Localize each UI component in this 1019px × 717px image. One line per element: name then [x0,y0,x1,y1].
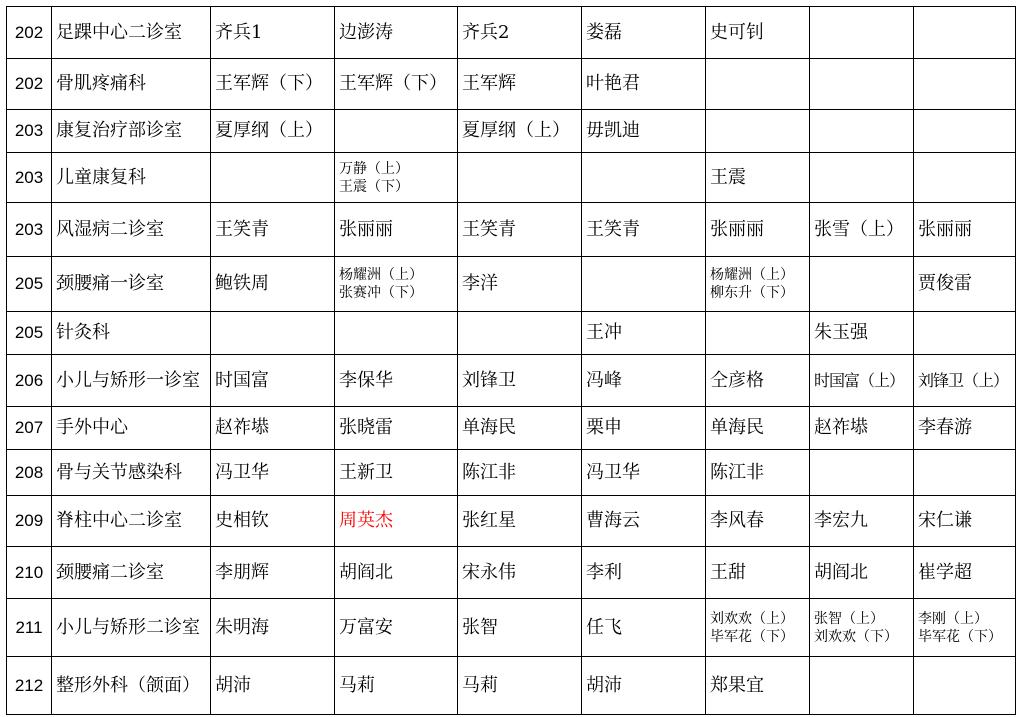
doctor-cell: 赵祚塨 [211,407,335,450]
doctor-cell: 王冲 [582,312,706,355]
room-number-cell: 211 [7,599,52,657]
doctor-cell: 宋永伟 [458,547,582,599]
doctor-cell [914,110,1016,153]
doctor-cell [810,257,914,312]
doctor-cell: 张雪（上） [810,203,914,257]
doctor-cell: 李保华 [335,355,458,407]
doctor-cell [914,312,1016,355]
doctor-cell: 史可钊 [706,7,810,59]
doctor-cell: 边澎涛 [335,7,458,59]
doctor-cell: 栗申 [582,407,706,450]
doctor-cell: 贾俊雷 [914,257,1016,312]
doctor-cell [914,657,1016,715]
doctor-cell: 时国富（上） [810,355,914,407]
doctor-cell: 娄磊 [582,7,706,59]
doctor-cell: 张丽丽 [335,203,458,257]
doctor-cell [810,599,914,657]
department-cell: 骨与关节感染科 [52,450,211,496]
doctor-cell: 冯卫华 [211,450,335,496]
doctor-cell [914,599,1016,657]
doctor-cell: 王笑青 [211,203,335,257]
doctor-cell: 胡阎北 [335,547,458,599]
doctor-shift-line: 刘欢欢（下） [814,628,898,645]
doctor-cell: 仝彦格 [706,355,810,407]
doctor-shift-line: 杨耀洲（上） [710,267,794,283]
doctor-cell: 毋凯迪 [582,110,706,153]
doctor-cell: 李利 [582,547,706,599]
doctor-shift-line: 李刚（上） [918,610,988,627]
doctor-cell: 张智 [458,599,582,657]
room-number-cell: 203 [7,203,52,257]
table-row [7,59,1016,110]
doctor-cell [706,110,810,153]
doctor-cell [914,59,1016,110]
doctor-cell: 冯峰 [582,355,706,407]
doctor-cell: 马莉 [335,657,458,715]
doctor-cell [706,599,810,657]
doctor-cell: 叶艳君 [582,59,706,110]
doctor-cell [706,59,810,110]
doctor-cell [706,312,810,355]
department-cell: 足踝中心二诊室 [52,7,211,59]
doctor-cell: 王军辉（下） [211,59,335,110]
doctor-cell: 胡阎北 [810,547,914,599]
room-number-cell: 207 [7,407,52,450]
room-number-cell: 210 [7,547,52,599]
department-cell: 颈腰痛二诊室 [52,547,211,599]
schedule-body [7,7,1016,715]
department-cell: 儿童康复科 [52,153,211,203]
doctor-cell: 万富安 [335,599,458,657]
doctor-cell: 郑果宜 [706,657,810,715]
doctor-cell [582,153,706,203]
doctor-cell [458,312,582,355]
doctor-cell: 朱玉强 [810,312,914,355]
room-number-cell: 203 [7,110,52,153]
doctor-cell [335,110,458,153]
doctor-cell: 张丽丽 [914,203,1016,257]
doctor-cell: 陈江非 [458,450,582,496]
department-cell: 小儿与矫形一诊室 [52,355,211,407]
doctor-shift-line: 张赛冲（下） [339,285,423,301]
doctor-cell: 王震 [706,153,810,203]
doctor-cell: 马莉 [458,657,582,715]
department-cell: 脊柱中心二诊室 [52,496,211,547]
doctor-cell [335,257,458,312]
table-row [7,496,1016,547]
department-cell: 针灸科 [52,312,211,355]
doctor-cell [810,59,914,110]
table-row [7,110,1016,153]
table-row [7,7,1016,59]
doctor-cell: 周英杰 [335,496,458,547]
doctor-cell: 齐兵1 [211,7,335,59]
doctor-cell: 曹海云 [582,496,706,547]
doctor-shift-line: 王震（下） [339,178,409,195]
doctor-shift-line: 刘欢欢（上） [710,610,794,627]
doctor-cell: 赵祚塨 [810,407,914,450]
doctor-cell: 任飞 [582,599,706,657]
doctor-shift-line: 柳东升（下） [710,285,794,301]
doctor-cell [335,312,458,355]
doctor-cell: 李风春 [706,496,810,547]
room-number-cell: 212 [7,657,52,715]
room-number-cell: 205 [7,257,52,312]
room-number-cell: 203 [7,153,52,203]
schedule-table [6,6,1016,715]
doctor-cell: 王甜 [706,547,810,599]
room-number-cell: 209 [7,496,52,547]
table-row [7,203,1016,257]
doctor-cell: 王军辉 [458,59,582,110]
doctor-cell: 李宏九 [810,496,914,547]
doctor-cell: 张晓雷 [335,407,458,450]
table-row [7,657,1016,715]
doctor-shift-line: 万静（上） [339,160,409,177]
doctor-cell [810,153,914,203]
room-number-cell: 208 [7,450,52,496]
department-cell: 整形外科（颌面） [52,657,211,715]
table-row [7,312,1016,355]
doctor-cell [914,450,1016,496]
room-number-cell: 202 [7,59,52,110]
doctor-cell: 王新卫 [335,450,458,496]
doctor-cell [335,153,458,203]
doctor-cell: 胡沛 [211,657,335,715]
doctor-cell [914,153,1016,203]
doctor-cell: 齐兵2 [458,7,582,59]
doctor-cell: 鲍铁周 [211,257,335,312]
doctor-cell [914,7,1016,59]
doctor-cell [706,257,810,312]
doctor-cell: 王笑青 [458,203,582,257]
doctor-shift-line: 毕军花（下） [918,628,1002,645]
doctor-cell: 王军辉（下） [335,59,458,110]
doctor-cell: 夏厚纲（上） [211,110,335,153]
doctor-cell: 朱明海 [211,599,335,657]
doctor-cell [810,110,914,153]
doctor-cell: 张红星 [458,496,582,547]
table-row [7,547,1016,599]
doctor-cell: 冯卫华 [582,450,706,496]
table-row [7,257,1016,312]
department-cell: 小儿与矫形二诊室 [52,599,211,657]
table-row [7,450,1016,496]
doctor-cell: 胡沛 [582,657,706,715]
doctor-cell: 夏厚纲（上） [458,110,582,153]
doctor-cell: 李洋 [458,257,582,312]
department-cell: 康复治疗部诊室 [52,110,211,153]
doctor-cell: 刘锋卫（上） [914,355,1016,407]
doctor-cell [211,312,335,355]
doctor-cell: 陈江非 [706,450,810,496]
doctor-shift-line: 张智（上） [814,610,884,627]
doctor-cell: 刘锋卫 [458,355,582,407]
doctor-cell: 崔学超 [914,547,1016,599]
table-row [7,153,1016,203]
doctor-cell [810,7,914,59]
department-cell: 手外中心 [52,407,211,450]
doctor-cell: 宋仁谦 [914,496,1016,547]
doctor-cell: 张丽丽 [706,203,810,257]
doctor-cell: 时国富 [211,355,335,407]
table-row [7,407,1016,450]
doctor-cell: 单海民 [706,407,810,450]
department-cell: 颈腰痛一诊室 [52,257,211,312]
doctor-cell: 李春游 [914,407,1016,450]
table-row [7,599,1016,657]
doctor-cell [582,257,706,312]
doctor-cell [458,153,582,203]
room-number-cell: 205 [7,312,52,355]
doctor-cell: 王笑青 [582,203,706,257]
room-number-cell: 202 [7,7,52,59]
doctor-cell [810,450,914,496]
table-row [7,355,1016,407]
room-number-cell: 206 [7,355,52,407]
doctor-shift-line: 毕军花（下） [710,628,794,645]
doctor-cell [810,657,914,715]
doctor-cell: 李朋辉 [211,547,335,599]
department-cell: 风湿病二诊室 [52,203,211,257]
department-cell: 骨肌疼痛科 [52,59,211,110]
doctor-cell: 单海民 [458,407,582,450]
doctor-cell [211,153,335,203]
doctor-cell: 史相钦 [211,496,335,547]
doctor-shift-line: 杨耀洲（上） [339,267,423,283]
